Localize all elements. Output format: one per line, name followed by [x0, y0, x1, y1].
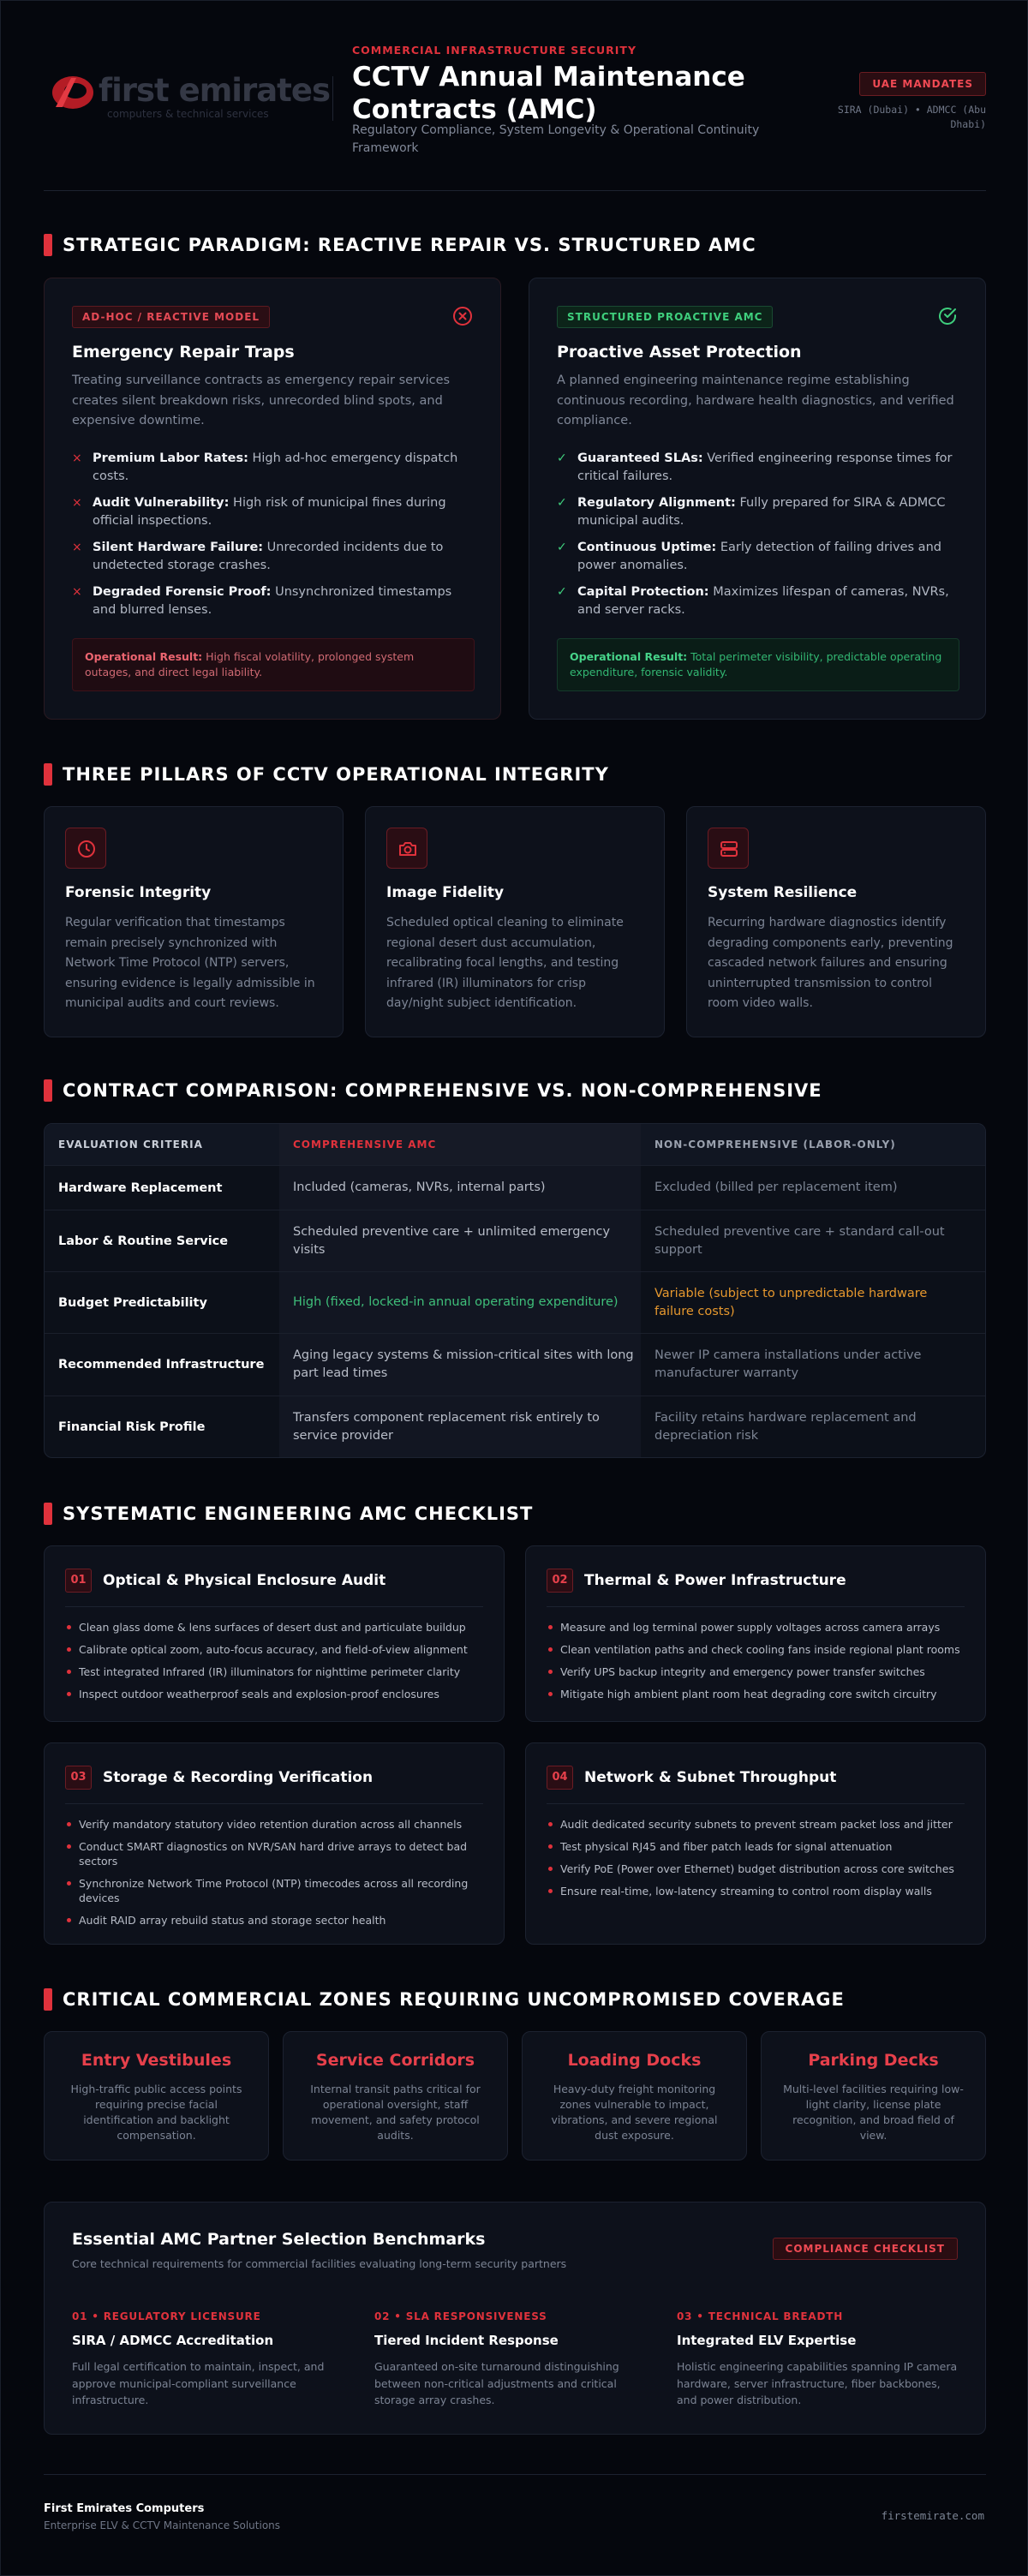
reactive-description: Treating surveillance contracts as emergency repair services creates silent breakdown risks, unrecorded blind spots, and expensive downtime.	[72, 374, 451, 427]
benchmark-kicker: 02 • SLA RESPONSIVENESS	[374, 2310, 547, 2322]
list-item: Verify UPS backup integrity and emergency power transfer switches	[547, 1665, 975, 1679]
header	[44, 1, 986, 191]
list-item: Audit RAID array rebuild status and storage sector health	[65, 1913, 476, 1928]
zone-description: High-traffic public access points requiring precise facial identification and backlight compensation.	[70, 2083, 242, 2142]
risk-item-text: Unrecorded incidents due to undetected storage crashes.	[93, 541, 444, 572]
list-item: Measure and log terminal power supply voltages across camera arrays	[547, 1620, 975, 1635]
x-marker-icon: ×	[72, 496, 82, 510]
risk-item	[72, 450, 475, 486]
list-item: Verify PoE (Power over Ethernet) budget distribution across core switches	[547, 1862, 975, 1876]
zone-title: Service Corridors	[315, 2051, 475, 2070]
benchmarks-subtitle: Core technical requirements for commercial facilities evaluating long-term security partners	[72, 2257, 567, 2270]
section-marker	[44, 763, 52, 786]
reactive-risk-list	[72, 450, 475, 628]
list-item: Test integrated Infrared (IR) illuminators for nighttime perimeter clarity	[65, 1665, 493, 1679]
checklist-number: 01	[65, 1569, 92, 1593]
table-row	[45, 1165, 985, 1210]
footer-tagline: Enterprise ELV & CCTV Maintenance Solutions	[44, 2519, 281, 2531]
benefit-item-label: Continuous Uptime:	[577, 541, 717, 554]
zone-title: Entry Vestibules	[81, 2051, 232, 2070]
benchmark-title: Tiered Incident Response	[374, 2333, 559, 2348]
checklist-card	[525, 1742, 986, 1945]
pillar-title: Forensic Integrity	[65, 884, 212, 901]
check-marker-icon: ✓	[557, 541, 567, 554]
section-title-text: CONTRACT COMPARISON: COMPREHENSIVE VS. NON-COMPREHENSIVE	[63, 1080, 822, 1101]
benchmarks-panel	[44, 2202, 986, 2435]
benchmark-item	[72, 2310, 355, 2409]
divider	[65, 1803, 483, 1804]
table-row	[45, 1210, 985, 1271]
comprehensive-cell: Included (cameras, NVRs, internal parts)	[279, 1166, 641, 1210]
benchmark-description: Full legal certification to maintain, inspect, and approve municipal-compliant surveillance infrastructure.	[72, 2360, 325, 2406]
benefit-item	[557, 450, 959, 486]
pillar-card-image	[365, 806, 665, 1037]
risk-item-text: High ad-hoc emergency dispatch costs.	[93, 451, 458, 483]
check-marker-icon: ✓	[557, 585, 567, 599]
mandates-note: SIRA (Dubai) • ADMCC (Abu Dhabi)	[837, 104, 986, 130]
check-circle-icon	[937, 306, 958, 326]
risk-item-label: Silent Hardware Failure:	[93, 541, 264, 554]
zone-title: Loading Docks	[567, 2051, 702, 2070]
risk-item-label: Audit Vulnerability:	[93, 496, 230, 510]
checklist-title: Optical & Physical Enclosure Audit	[103, 1572, 386, 1589]
checklist-number: 02	[547, 1569, 573, 1593]
benchmark-kicker: 01 • REGULATORY LICENSURE	[72, 2310, 261, 2322]
checklist-number: 03	[65, 1766, 92, 1790]
proactive-model-card	[529, 278, 986, 720]
divider	[65, 1606, 483, 1607]
logo-mark-icon	[51, 73, 95, 112]
risk-item-text: High risk of municipal fines during official inspections.	[93, 496, 446, 528]
zone-card	[761, 2031, 986, 2161]
list-item: Clean glass dome & lens surfaces of desert dust and particulate buildup	[65, 1620, 493, 1635]
list-item: Clean ventilation paths and check cooling fans inside regional plant rooms	[547, 1642, 975, 1657]
zone-title: Parking Decks	[808, 2051, 939, 2070]
uae-mandates-badge: UAE MANDATES	[859, 72, 986, 96]
footer-website-link[interactable]: firstemirate.com	[881, 2509, 984, 2522]
camera-icon	[386, 828, 427, 869]
zone-description: Internal transit paths critical for operational oversight, staff movement, and safety protocol audits.	[310, 2083, 481, 2142]
footer-divider	[44, 2474, 986, 2475]
header-divider	[332, 76, 333, 121]
benefit-item	[557, 494, 959, 530]
section-title-text: SYSTEMATIC ENGINEERING AMC CHECKLIST	[63, 1503, 534, 1524]
company-logo	[51, 68, 346, 128]
criteria-cell: Recommended Infrastructure	[58, 1358, 265, 1372]
list-item: Conduct SMART diagnostics on NVR/SAN hard drive arrays to detect bad sectors	[65, 1839, 476, 1868]
zone-card	[283, 2031, 508, 2161]
section-title-text: THREE PILLARS OF CCTV OPERATIONAL INTEGRITY	[63, 764, 609, 785]
zone-card	[44, 2031, 269, 2161]
checklist-card	[44, 1742, 505, 1945]
benchmark-title: SIRA / ADMCC Accreditation	[72, 2333, 274, 2348]
proactive-model-tag: STRUCTURED PROACTIVE AMC	[557, 306, 773, 328]
proactive-result	[557, 638, 959, 691]
list-item: Verify mandatory statutory video retention duration across all channels	[65, 1817, 476, 1832]
table-row	[45, 1396, 985, 1457]
reactive-result	[72, 638, 475, 691]
check-marker-icon: ✓	[557, 496, 567, 510]
risk-item	[72, 583, 475, 619]
comprehensive-cell: High (fixed, locked-in annual operating expenditure)	[279, 1272, 641, 1333]
pillar-description: Scheduled optical cleaning to eliminate regional desert dust accumulation, recalibrating focal lengths, and testing infrared (IR) illuminators for crisp day/night subject identification.	[386, 916, 624, 1010]
section-title-comparison	[44, 1079, 822, 1102]
benefit-item-text: Maximizes lifespan of cameras, NVRs, and server racks.	[577, 585, 949, 617]
benefit-item-label: Guaranteed SLAs:	[577, 451, 703, 465]
checklist-items	[547, 1620, 975, 1709]
non-comprehensive-cell: Excluded (billed per replacement item)	[654, 1180, 898, 1194]
section-title-checklist	[44, 1503, 533, 1525]
x-marker-icon: ×	[72, 451, 82, 465]
section-title-paradigm	[44, 234, 756, 256]
risk-item-label: Degraded Forensic Proof:	[93, 585, 272, 599]
list-item: Inspect outdoor weatherproof seals and explosion-proof enclosures	[65, 1687, 493, 1701]
x-marker-icon: ×	[72, 585, 82, 599]
logo-tagline: computers & technical services	[107, 108, 269, 120]
column-header: EVALUATION CRITERIA	[58, 1139, 203, 1151]
pillar-title: Image Fidelity	[386, 884, 505, 901]
risk-item-label: Premium Labor Rates:	[93, 451, 248, 465]
criteria-cell: Labor & Routine Service	[58, 1234, 229, 1248]
result-text: Total perimeter visibility, predictable operating expenditure, forensic validity.	[570, 650, 942, 678]
section-title-zones	[44, 1988, 845, 2011]
header-kicker: COMMERCIAL INFRASTRUCTURE SECURITY	[352, 44, 637, 57]
result-label: Operational Result:	[570, 650, 688, 663]
checklist-items	[65, 1620, 493, 1709]
section-marker	[44, 1503, 52, 1525]
comprehensive-cell: Transfers component replacement risk entirely to service provider	[279, 1396, 641, 1457]
non-comprehensive-cell: Variable (subject to unpredictable hardware failure costs)	[654, 1286, 928, 1318]
comprehensive-cell: Scheduled preventive care + unlimited emergency visits	[279, 1210, 641, 1271]
checklist-title: Storage & Recording Verification	[103, 1769, 374, 1786]
checklist-number: 04	[547, 1766, 573, 1790]
reactive-title: Emergency Repair Traps	[72, 343, 295, 362]
x-marker-icon: ×	[72, 541, 82, 554]
non-comprehensive-cell: Facility retains hardware replacement and depreciation risk	[654, 1410, 917, 1443]
result-text: High fiscal volatility, prolonged system outages, and direct legal liability.	[85, 650, 415, 678]
divider	[547, 1606, 965, 1607]
divider	[547, 1803, 965, 1804]
benefit-item-text: Fully prepared for SIRA & ADMCC municipal audits.	[577, 496, 946, 528]
benchmark-item	[677, 2310, 959, 2409]
table-header-row	[45, 1124, 985, 1165]
section-title-text: STRATEGIC PARADIGM: REACTIVE REPAIR VS. STRUCTURED AMC	[63, 235, 756, 255]
benchmark-item	[374, 2310, 657, 2409]
column-header: NON-COMPREHENSIVE (LABOR-ONLY)	[654, 1138, 896, 1151]
criteria-cell: Budget Predictability	[58, 1295, 207, 1310]
pillar-card-forensic	[44, 806, 344, 1037]
criteria-cell: Financial Risk Profile	[58, 1419, 206, 1434]
pillar-description: Regular verification that timestamps remain precisely synchronized with Network Time Protocol (NTP) servers, ensuring evidence is legally admissible in municipal audits and court reviews.	[65, 916, 315, 1010]
pillar-title: System Resilience	[708, 884, 858, 901]
section-marker	[44, 234, 52, 256]
proactive-benefit-list	[557, 450, 959, 628]
benefit-item	[557, 539, 959, 575]
footer-company: First Emirates Computers	[44, 2502, 205, 2515]
reactive-model-card	[44, 278, 501, 720]
table-row	[45, 1333, 985, 1396]
comprehensive-cell: Aging legacy systems & mission-critical sites with long part lead times	[279, 1334, 641, 1396]
list-item: Mitigate high ambient plant room heat degrading core switch circuitry	[547, 1687, 975, 1701]
checklist-items	[547, 1817, 975, 1906]
x-circle-icon	[452, 306, 473, 326]
list-item: Audit dedicated security subnets to prevent stream packet loss and jitter	[547, 1817, 975, 1832]
server-icon	[708, 828, 749, 869]
non-comprehensive-cell: Scheduled preventive care + standard call-out support	[654, 1224, 945, 1257]
list-item: Calibrate optical zoom, auto-focus accuracy, and field-of-view alignment	[65, 1642, 493, 1657]
table-row	[45, 1271, 985, 1333]
risk-item-text: Unsynchronized timestamps and blurred lenses.	[93, 585, 452, 617]
benefit-item-label: Capital Protection:	[577, 585, 709, 599]
zone-card	[522, 2031, 747, 2161]
checklist-title: Network & Subnet Throughput	[584, 1769, 837, 1786]
proactive-description: A planned engineering maintenance regime establishing continuous recording, hardware health diagnostics, and verified compliance.	[557, 374, 954, 427]
checklist-card	[525, 1545, 986, 1722]
logo-name: first emirates	[99, 72, 330, 109]
proactive-title: Proactive Asset Protection	[557, 343, 802, 362]
pillar-card-resilience	[686, 806, 986, 1037]
page-title: CCTV Annual Maintenance Contracts (AMC)	[352, 62, 745, 125]
section-marker	[44, 1988, 52, 2011]
section-marker	[44, 1079, 52, 1102]
list-item: Synchronize Network Time Protocol (NTP) timecodes across all recording devices	[65, 1876, 476, 1905]
benchmark-description: Guaranteed on-site turnaround distinguishing between non-critical adjustments and critical storage array crashes.	[374, 2360, 619, 2406]
list-item: Test physical RJ45 and fiber patch leads for signal attenuation	[547, 1839, 975, 1854]
benefit-item-text: Verified engineering response times for critical failures.	[577, 451, 953, 483]
benchmarks-title: Essential AMC Partner Selection Benchmarks	[72, 2230, 486, 2249]
list-item: Ensure real-time, low-latency streaming to control room display walls	[547, 1884, 975, 1898]
checklist-items	[65, 1817, 476, 1935]
clock-icon	[65, 828, 106, 869]
checklist-title: Thermal & Power Infrastructure	[584, 1572, 846, 1589]
column-header: COMPREHENSIVE AMC	[279, 1124, 641, 1165]
criteria-cell: Hardware Replacement	[58, 1180, 223, 1195]
risk-item	[72, 539, 475, 575]
page-subtitle: Regulatory Compliance, System Longevity & Operational Continuity Framework	[352, 123, 760, 155]
pillar-description: Recurring hardware diagnostics identify degrading components early, preventing cascaded network failures and ensuring uninterrupted transmission to control room video walls.	[708, 916, 953, 1010]
compliance-checklist-badge: COMPLIANCE CHECKLIST	[773, 2238, 958, 2260]
comparison-table	[44, 1123, 986, 1458]
result-label: Operational Result:	[85, 650, 203, 663]
check-marker-icon: ✓	[557, 451, 567, 465]
benefit-item-text: Early detection of failing drives and power anomalies.	[577, 541, 941, 572]
section-title-pillars	[44, 763, 609, 786]
risk-item	[72, 494, 475, 530]
reactive-model-tag: AD-HOC / REACTIVE MODEL	[72, 306, 270, 328]
benchmark-description: Holistic engineering capabilities spanning IP camera hardware, server infrastructure, fiber backbones, and power distribution.	[677, 2360, 958, 2406]
benchmark-kicker: 03 • TECHNICAL BREADTH	[677, 2310, 844, 2322]
non-comprehensive-cell: Newer IP camera installations under active manufacturer warranty	[654, 1348, 922, 1380]
zone-description: Heavy-duty freight monitoring zones vulnerable to impact, vibrations, and severe regional dust exposure.	[551, 2083, 718, 2142]
section-title-text: CRITICAL COMMERCIAL ZONES REQUIRING UNCOMPROMISED COVERAGE	[63, 1989, 845, 2010]
benefit-item-label: Regulatory Alignment:	[577, 496, 736, 510]
benefit-item	[557, 583, 959, 619]
checklist-card	[44, 1545, 505, 1722]
zone-description: Multi-level facilities requiring low-light clarity, license plate recognition, and broad field of view.	[783, 2083, 964, 2142]
benchmark-title: Integrated ELV Expertise	[677, 2333, 857, 2348]
